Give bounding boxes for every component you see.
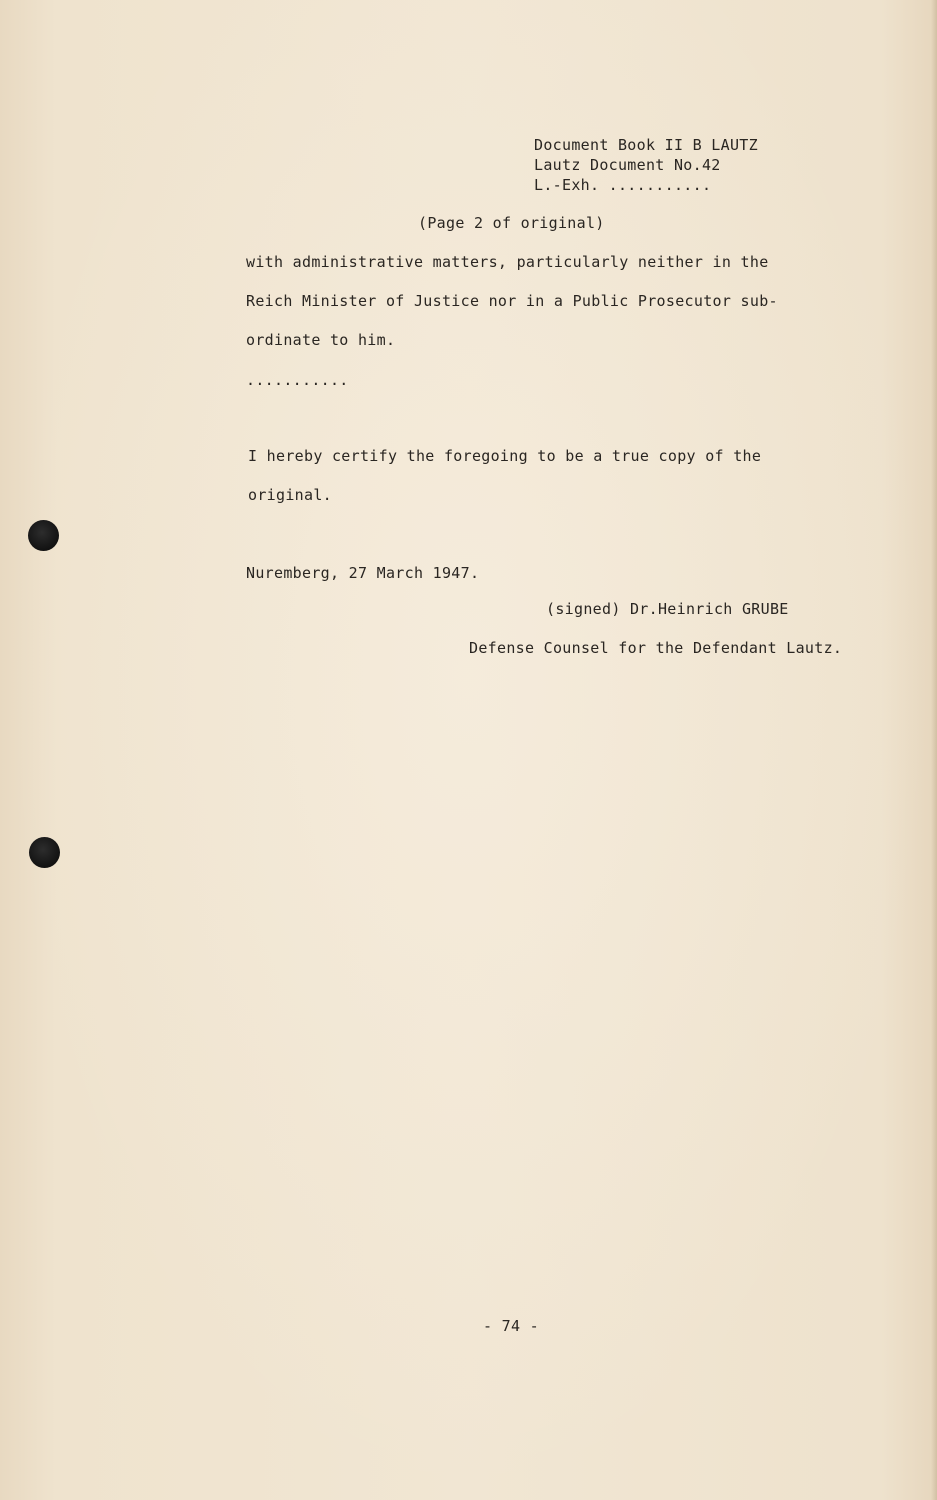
body-line-2: Reich Minister of Justice nor in a Public Prosecutor sub-	[246, 292, 778, 310]
punch-hole-top	[28, 520, 59, 551]
omission-ellipsis: ...........	[246, 371, 349, 389]
document-number: Lautz Document No.42	[534, 156, 721, 174]
body-line-3: ordinate to him.	[246, 331, 396, 349]
certification-line-1: I hereby certify the foregoing to be a true copy of the	[248, 447, 762, 465]
page-of-original-note: (Page 2 of original)	[418, 214, 605, 232]
signature-line: (signed) Dr.Heinrich GRUBE	[546, 600, 789, 618]
punch-hole-bottom	[29, 837, 60, 868]
certification-line-2: original.	[248, 486, 332, 504]
signatory-title: Defense Counsel for the Defendant Lautz.	[469, 639, 843, 657]
document-book-reference: Document Book II B LAUTZ	[534, 136, 758, 154]
page-number: - 74 -	[483, 1317, 539, 1335]
exhibit-number: L.-Exh. ...........	[534, 176, 712, 194]
place-and-date: Nuremberg, 27 March 1947.	[246, 564, 480, 582]
page-edge-shadow	[931, 0, 937, 1500]
body-line-1: with administrative matters, particularly neither in the	[246, 253, 769, 271]
